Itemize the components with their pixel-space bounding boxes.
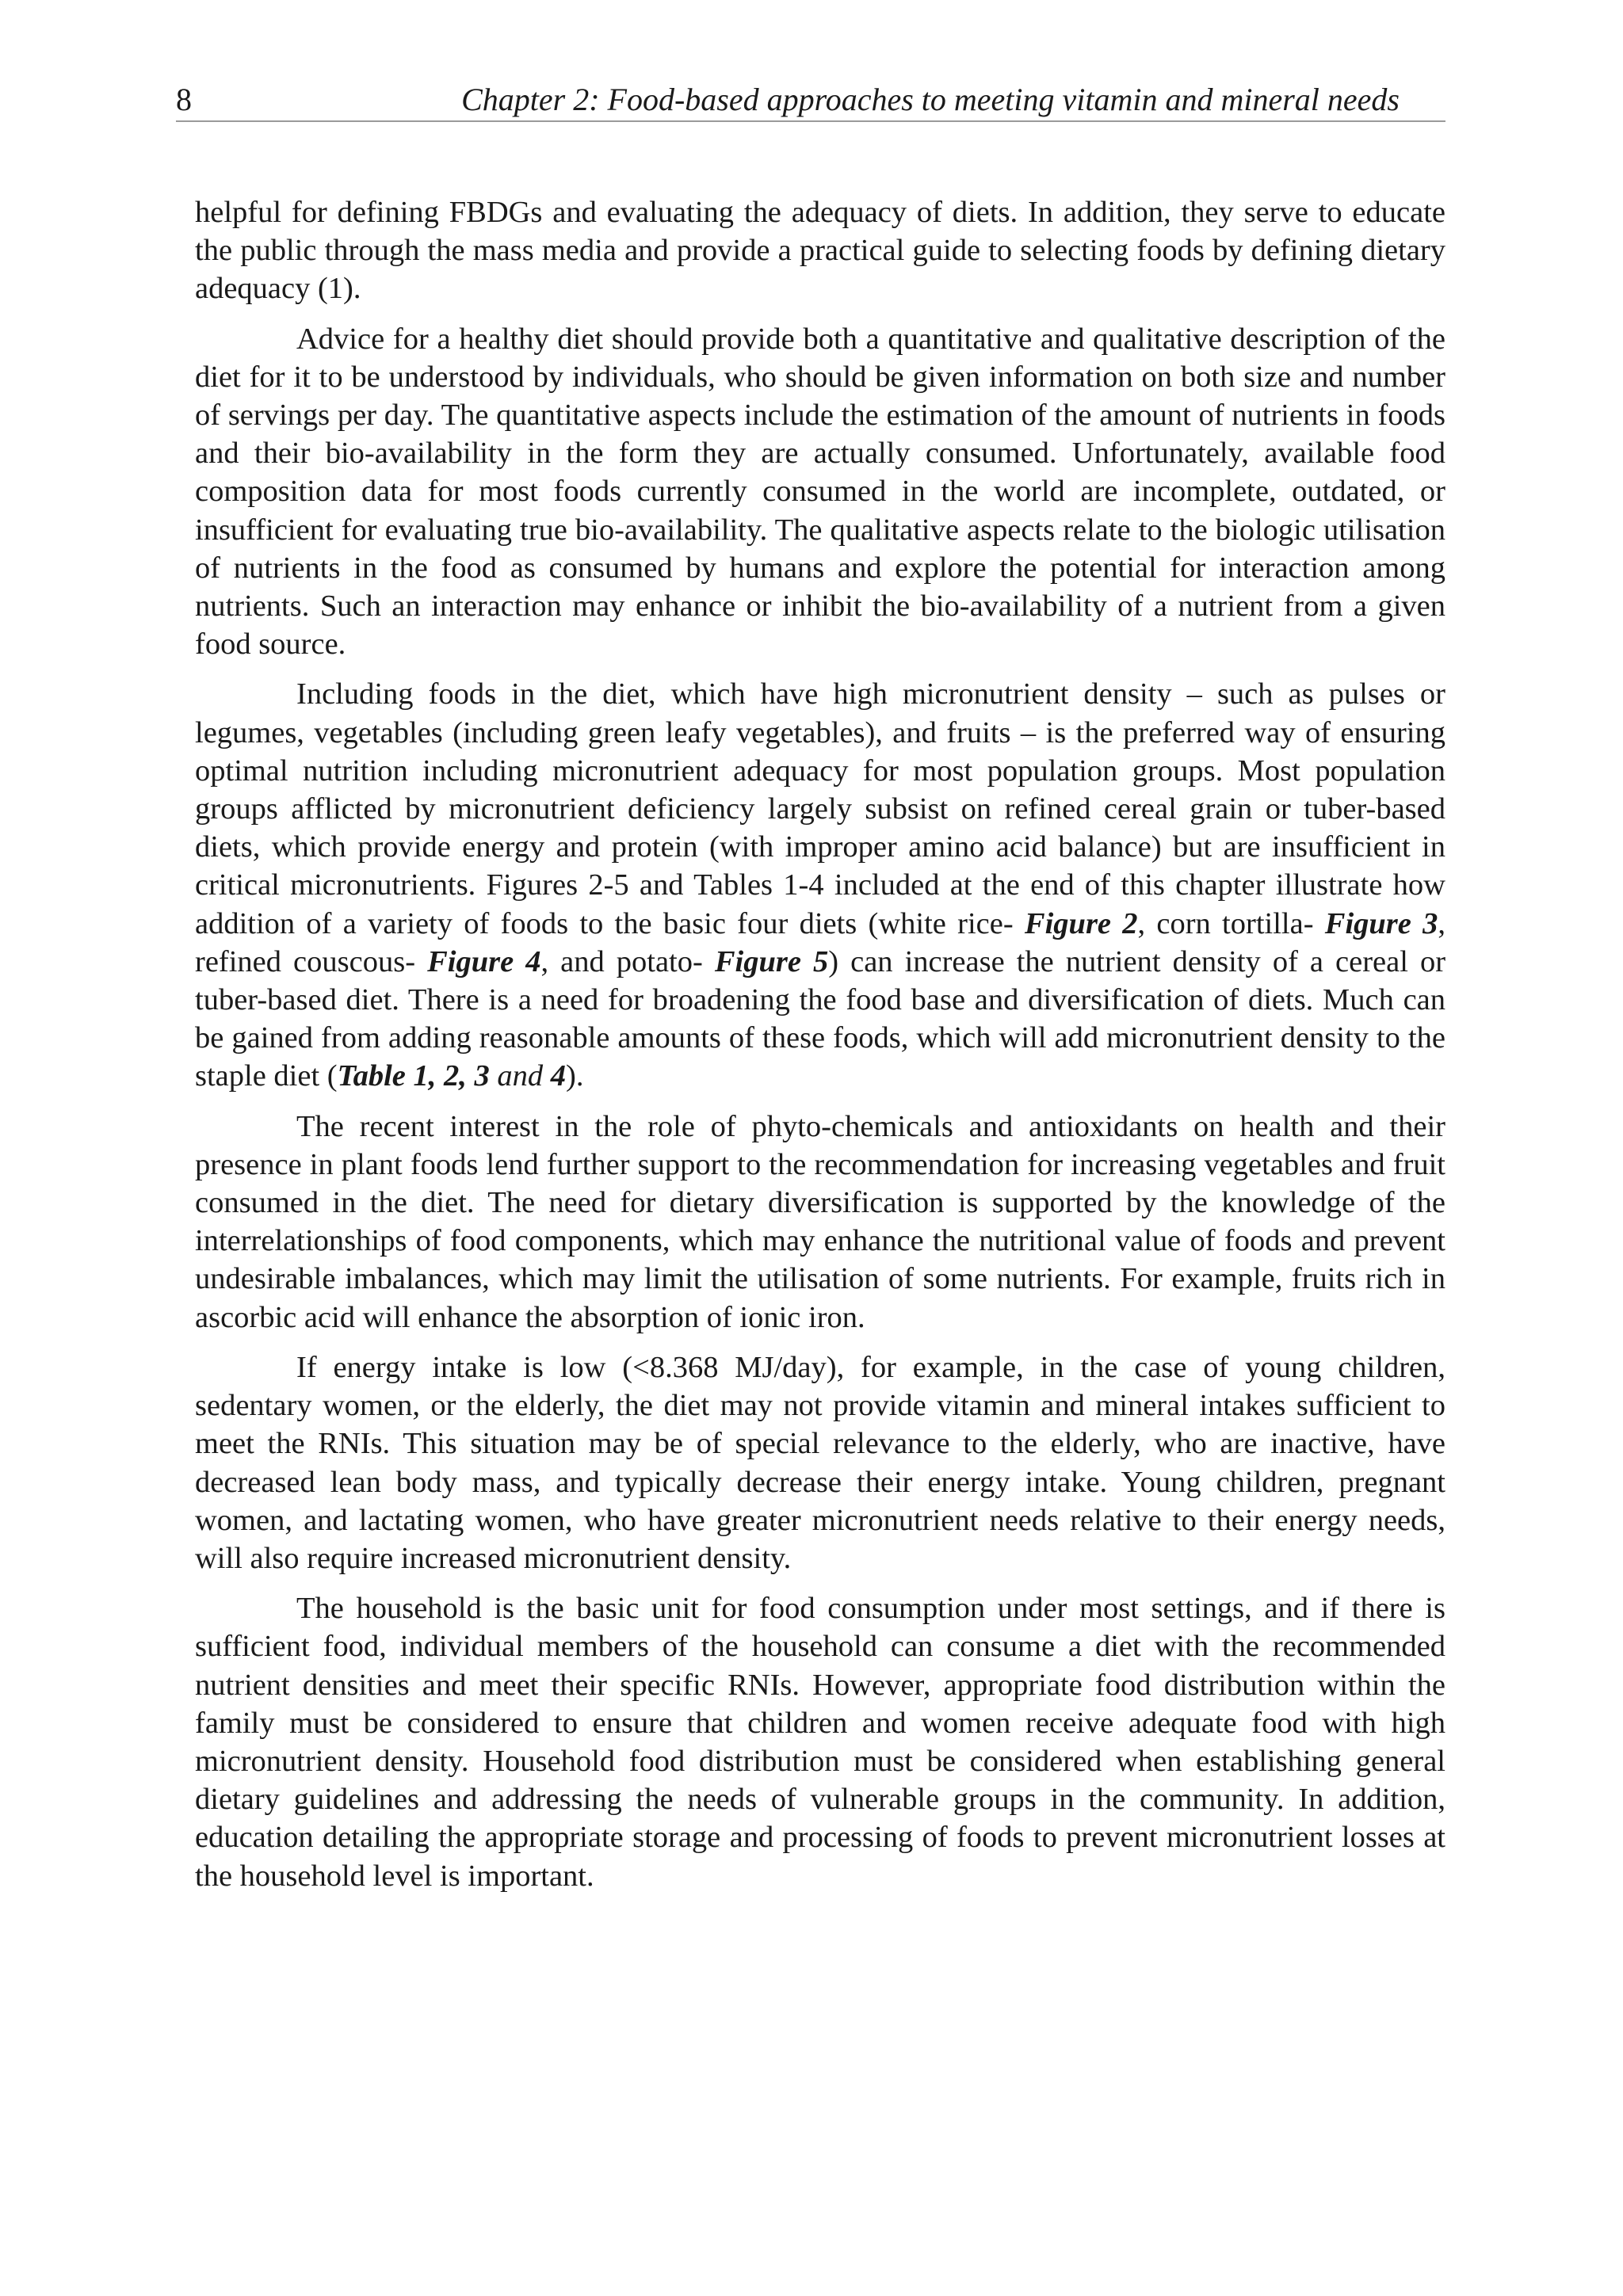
figure-3-ref: Figure 3 [1324,906,1438,940]
figure-5-ref: Figure 5 [714,944,829,978]
figure-4-ref: Figure 4 [427,944,541,978]
paragraph-3-text-a: Including foods in the diet, which have high micronutrient density – such as pulses or legumes, vegetables (including green leafy vegetables), and fruits – is the preferred way of ensuring optimal nutrition including micronutrient adequacy for most population groups. Most population groups afflicted by micronutrient deficiency largely subsist on refined cereal grain or tuber-based diets, which provide energy and protein (with improper amino acid balance) but are insufficient in critical micronutrients. Figures 2-5 and Tables 1-4 included at the end of this chapter illustrate how addition of a variety of foods to the basic four diets (white rice- [195,677,1445,940]
figure-2-ref: Figure 2 [1024,906,1138,940]
paragraph-3-text-e: ) can increase the nutrient density of a cereal or tuber-based diet. There is a need for broadening the food base and diversification of diets. Much can be gained from adding reasonable amounts of these foods, which will add micronutrient density to the staple diet ( [195,944,1446,1093]
table-4-ref: 4 [550,1059,567,1093]
paragraph-3-text-c: , refined couscous- [195,906,1445,978]
body-text [195,193,1445,1907]
paragraph-3-text-d: , and potato- [540,944,715,978]
page-header [176,79,1445,122]
paragraph-4: The recent interest in the role of phyto-chemicals and antioxidants on health and their presence in plant foods lend further support to the recommendation for increasing vegetables and fruit consumed in the diet. The need for dietary diversification is supported by the knowledge of the interrelationships of food components, which may enhance the nutritional value of foods and prevent undesirable imbalances, which may limit the utilisation of some nutrients. For example, fruits rich in ascorbic acid will enhance the absorption of ionic iron. [195,1109,1445,1334]
paragraph-6: The household is the basic unit for food consumption under most settings, and if there is sufficient food, individual members of the household can consume a diet with the recommended nutrient densities and meet their specific RNIs. However, appropriate food distribution within the family must be considered to ensure that children and women receive adequate food with high micronutrient density. Household food distribution must be considered when establishing general dietary guidelines and addressing the needs of vulnerable groups in the community. In addition, education detailing the appropriate storage and processing of foods to prevent micronutrient losses at the household level is important. [195,1592,1445,1893]
table-refs: Table 1, 2, 3 [337,1059,490,1093]
paragraph-3 [195,675,1445,1095]
paragraph-1: helpful for defining FBDGs and evaluating the adequacy of diets. In addition, they serve to educate the public through the mass media and provide a practical guide to selecting foods by defining dietary adequacy (1). [195,196,1445,306]
chapter-title: Chapter 2: Food-based approaches to meeting vitamin and mineral needs [461,82,1400,117]
page-number: 8 [176,82,192,117]
paragraph-3-text-b: , corn tortilla- [1137,906,1325,940]
paragraph-2: Advice for a healthy diet should provide both a quantitative and qualitative description of the diet for it to be understood by individuals, who should be given information on both size and number of servings per day. The quantitative aspects include the estimation of the amount of nutrients in foods and their bio-availability in the form they are actually consumed. Unfortunately, available food composition data for most foods currently consumed in the world are incomplete, outdated, or insufficient for evaluating true bio-availability. The qualitative aspects relate to the biologic utilisation of nutrients in the food as consumed by humans and explore the potential for interaction among nutrients. Such an interaction may enhance or inhibit the bio-availability of a nutrient from a given food source. [195,322,1445,662]
paragraph-3-text-f: ). [566,1059,584,1093]
table-refs-and: and [489,1059,551,1093]
paragraph-5: If energy intake is low (<8.368 MJ/day), for example, in the case of young children, sedentary women, or the elderly, the diet may not provide vitamin and mineral intakes sufficient to meet the RNIs. This situation may be of special relevance to the elderly, who are inactive, have decreased lean body mass, and typically decrease their energy intake. Young children, pregnant women, and lactating women, who have greater micronutrient needs relative to their energy needs, will also require increased micronutrient density. [195,1350,1445,1575]
